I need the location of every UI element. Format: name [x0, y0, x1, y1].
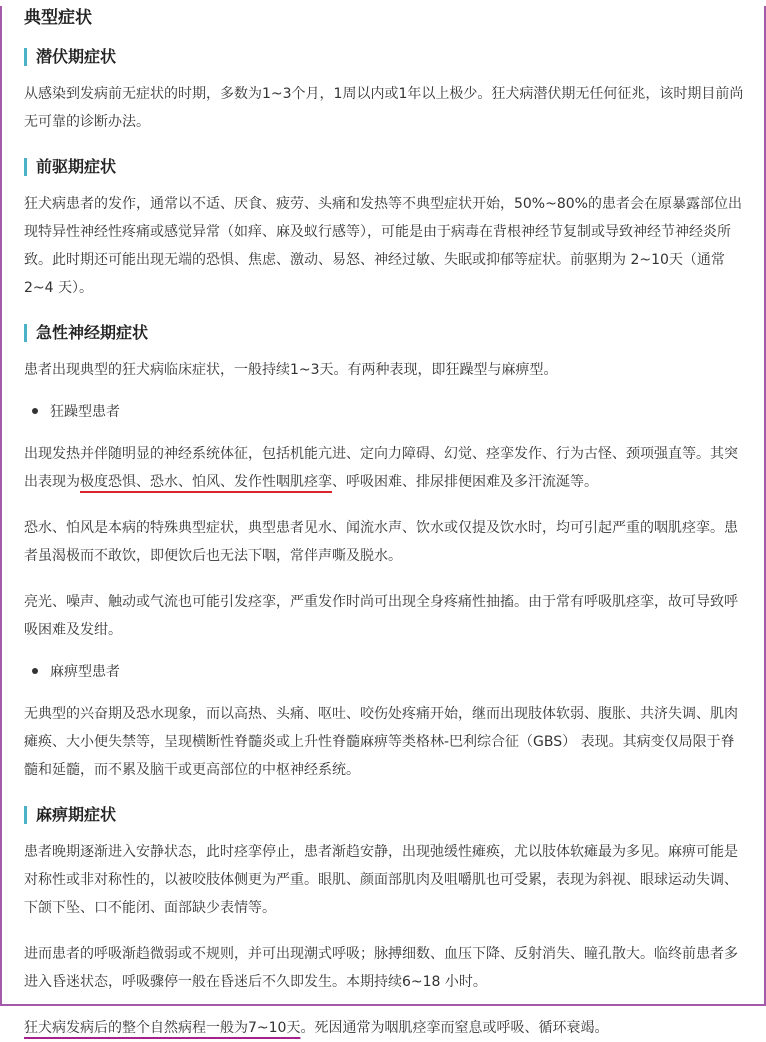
- paragraph-manic-1: [24, 440, 744, 496]
- paragraph-paralytic: 无典型的兴奋期及恐水现象，而以高热、头痛、呕吐、咬伤处疼痛开始，继而出现肢体软弱、腹胀、共济失调、肌肉瘫痪、大小便失禁等，呈现横断性脊髓炎或上升性脊髓麻痹等类格林-巴利综合征（GBS） 表现。其病变仅局限于脊髓和延髓，而不累及脑干或更高部位的中枢神经系统。: [24, 706, 738, 778]
- highlight-disease-course: 狂犬病发病后的整个自然病程一般为7~10天: [24, 1020, 301, 1036]
- article-body: [2, 6, 764, 1042]
- bullet-dot-icon: [32, 408, 38, 414]
- paragraph-manic-2: 恐水、怕风是本病的特殊典型症状，典型患者见水、闻流水声、饮水或仅提及饮水时，均可引起严重的咽肌痉挛。患者虽渴极而不敢饮，即便饮后也无法下咽，常伴声嘶及脱水。: [24, 520, 738, 564]
- heading-acute: 急性神经期症状: [24, 324, 744, 342]
- heading-incubation: 潜伏期症状: [24, 48, 744, 66]
- bullet-paralytic: [24, 662, 744, 682]
- heading-paralysis: 麻痹期症状: [24, 806, 744, 824]
- paragraph-manic-3: 亮光、噪声、触动或气流也可能引发痉挛，严重发作时尚可出现全身疼痛性抽搐。由于常有呼吸肌痉挛，故可导致呼吸困难及发绀。: [24, 594, 738, 638]
- paralysis-text-b: 。死因通常为咽肌痉挛而窒息或呼吸、循环衰竭。: [300, 1020, 609, 1036]
- paragraph-paralysis-2: 进而患者的呼吸渐趋微弱或不规则，并可出现潮式呼吸；脉搏细数、血压下降、反射消失、瞳孔散大。临终前患者多进入昏迷状态，呼吸骤停一般在昏迷后不久即发生。本期持续6~18 小时。: [24, 946, 738, 990]
- bullet-paralytic-label: 麻痹型患者: [50, 664, 120, 680]
- manic-text-a: 出现发热并伴随明显的神经系统体征，包括机能亢进、定向力障碍、幻觉、痉挛发作、行为古怪、颈项强直等。其突出表现为: [24, 446, 738, 490]
- bullet-dot-icon: [32, 668, 38, 674]
- bullet-manic-label: 狂躁型患者: [50, 404, 120, 420]
- paragraph-incubation: 从感染到发病前无症状的时期，多数为1~3个月，1周以内或1年以上极少。狂犬病潜伏期无任何征兆，该时期目前尚无可靠的诊断办法。: [24, 86, 744, 130]
- bullet-manic: [24, 402, 744, 422]
- highlight-key-symptoms: 极度恐惧、恐水、怕风、发作性咽肌痉挛: [80, 474, 332, 490]
- paragraph-prodromal: 狂犬病患者的发作，通常以不适、厌食、疲劳、头痛和发热等不典型症状开始，50%~80%的患者会在原暴露部位出现特异性神经性疼痛或感觉异常（如痒、麻及蚁行感等），可能是由于病毒在背根神经节复制或导致神经节神经炎所致。此时期还可能出现无端的恐惧、焦虑、激动、易怒、神经过敏、失眠或抑郁等症状。前驱期为 2~10天（通常 2~4 天）。: [24, 196, 742, 296]
- page-title: 典型症状: [24, 8, 92, 28]
- manic-text-b: 、呼吸困难、排尿排便困难及多汗流涎等。: [332, 474, 598, 490]
- paragraph-paralysis-3: [24, 1014, 744, 1042]
- heading-prodromal: 前驱期症状: [24, 158, 744, 176]
- paragraph-acute-intro: 患者出现典型的狂犬病临床症状，一般持续1~3天。有两种表现，即狂躁型与麻痹型。: [24, 362, 558, 378]
- paragraph-paralysis-1: 患者晚期逐渐进入安静状态，此时痉挛停止，患者渐趋安静，出现弛缓性瘫痪，尤以肢体软瘫最为多见。麻痹可能是对称性或非对称性的，以被咬肢体侧更为严重。眼肌、颜面部肌肉及咀嚼肌也可受累，表现为斜视、眼球运动失调、下颌下坠、口不能闭、面部缺少表情等。: [24, 844, 738, 916]
